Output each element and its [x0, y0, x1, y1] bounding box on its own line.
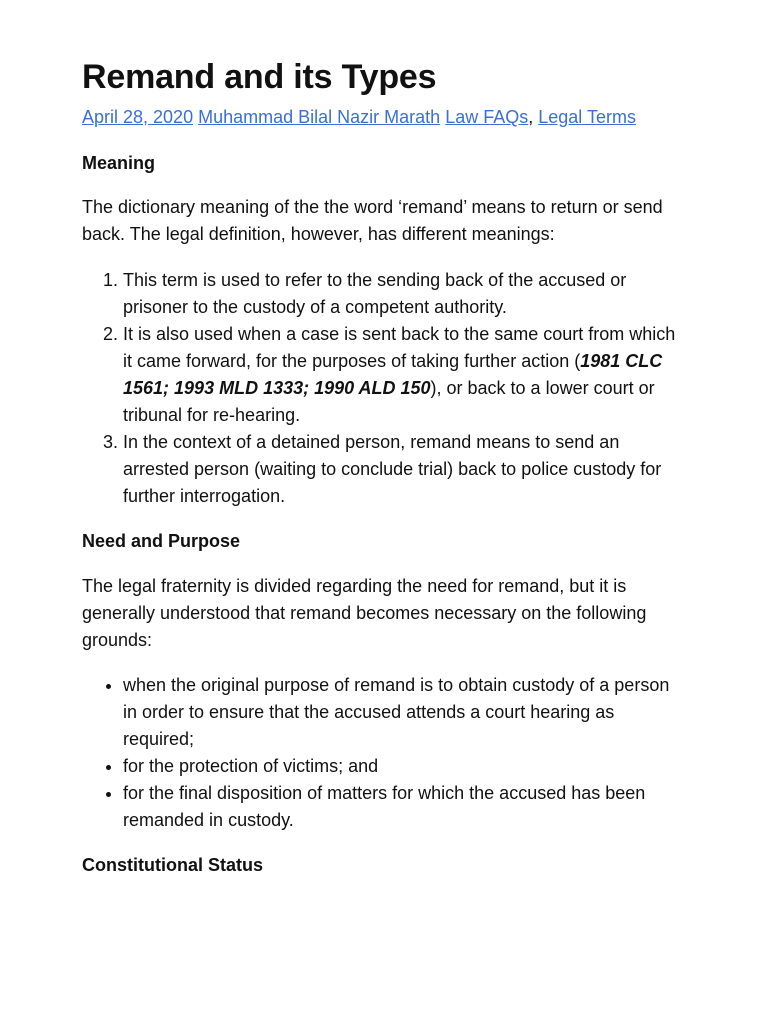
grounds-list-item-3: • for the final disposition of matters for which the accused has been remanded in custody.	[123, 780, 686, 834]
meaning-intro-paragraph: The dictionary meaning of the the word ‘remand’ means to return or send back. The legal definition, however, has different meanings:	[82, 197, 663, 244]
section-heading-need-and-purpose: Need and Purpose	[82, 531, 241, 551]
meaning-list	[82, 267, 686, 510]
meaning-item-3-text: In the context of a detained person, remand means to send an arrested person (waiting to conclude trial) back to police custody for further interrogation.	[123, 432, 662, 506]
meaning-list-item-1	[123, 267, 686, 321]
meaning-list-item-2	[123, 321, 686, 429]
section-heading-meaning: Meaning	[82, 153, 156, 173]
category-link-legal-terms[interactable]: Legal Terms	[538, 107, 636, 127]
section-heading-constitutional-status: Constitutional Status	[82, 855, 263, 875]
post-date-link[interactable]: April 28, 2020	[82, 107, 194, 127]
author-link[interactable]: Muhammad Bilal Nazir Marath	[198, 107, 441, 127]
grounds-list-item-2: • for the protection of victims; and	[123, 753, 686, 780]
category-separator: ,	[528, 107, 534, 127]
grounds-list-item-1: • when the original purpose of remand is to obtain custody of a person in order to ensure that the accused attends a court hearing as required;	[123, 672, 686, 753]
need-intro-paragraph: The legal fraternity is divided regarding the need for remand, but it is generally understood that remand becomes necessary on the following grounds:	[82, 576, 647, 650]
meaning-item-2-before: It is also used when a case is sent back to the same court from which it came forward, for the purposes of taking further action (	[123, 324, 676, 371]
case-citation: 1981 CLC 1561; 1993 MLD 1333; 1990 ALD 150	[123, 351, 663, 398]
meaning-list-item-3	[123, 429, 686, 510]
category-link-law-faqs[interactable]: Law FAQs	[445, 107, 529, 127]
meaning-item-2-after: ), or back to a lower court or tribunal for re-hearing.	[123, 378, 655, 425]
grounds-list	[82, 672, 686, 834]
meaning-item-1-text: This term is used to refer to the sending back of the accused or prisoner to the custody of a competent authority.	[123, 270, 627, 317]
article-meta	[82, 104, 686, 130]
article-title: Remand and its Types	[82, 58, 437, 96]
